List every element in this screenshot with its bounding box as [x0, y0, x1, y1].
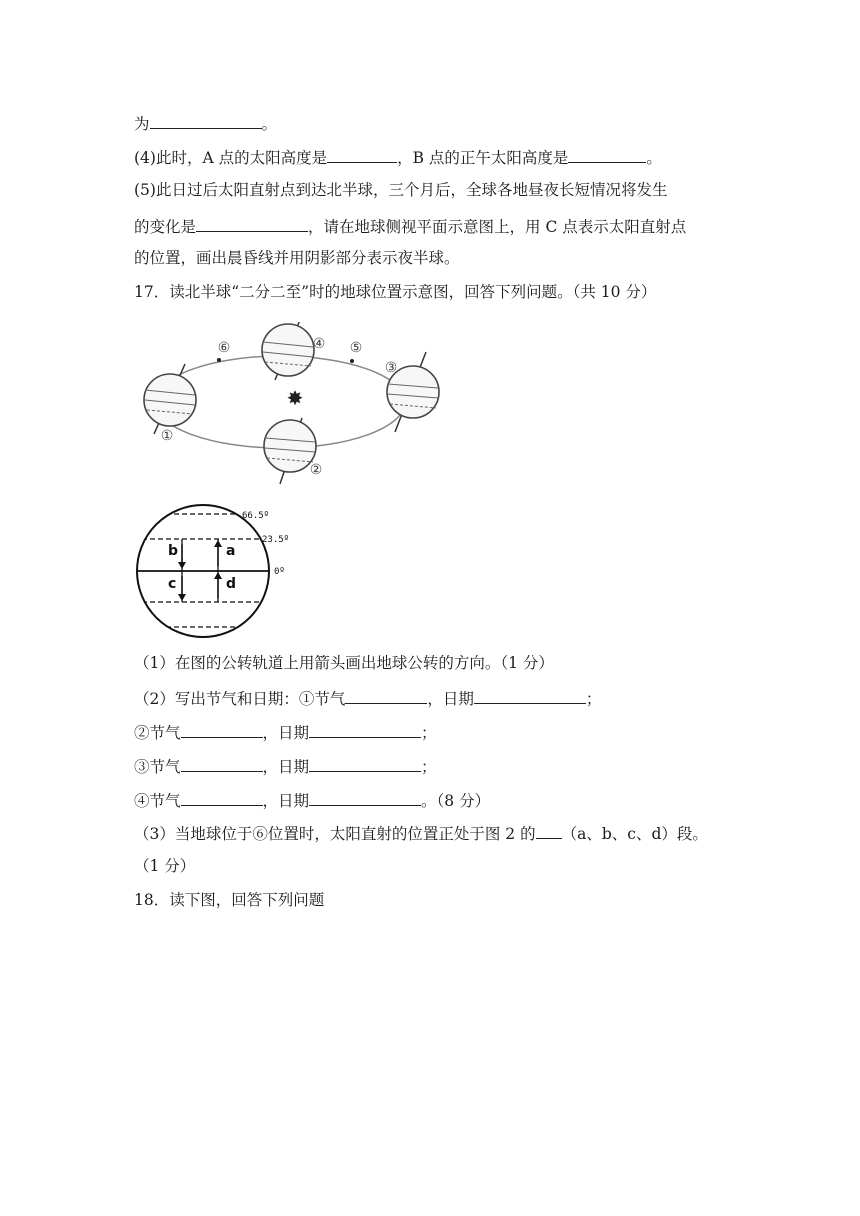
- line-text: ；: [585, 690, 602, 708]
- latitude-diagram: [134, 500, 304, 640]
- line-text: ，日期: [427, 690, 474, 708]
- position-label: ③: [384, 360, 398, 376]
- line-text: （a、b、c、d）段。: [561, 825, 708, 843]
- answer-blank[interactable]: [536, 822, 562, 839]
- answer-blank[interactable]: [327, 146, 397, 163]
- text-line: [134, 687, 601, 709]
- line-text: ②节气: [134, 724, 181, 742]
- position-label: ②: [309, 462, 323, 478]
- line-text: 。: [261, 115, 278, 133]
- line-text: 17．读北半球“二分二至”时的地球位置示意图，回答下列问题。（共 10 分）: [134, 283, 657, 301]
- text-line: [134, 856, 195, 876]
- latitude-label: 0º: [274, 567, 285, 577]
- earth-position-2: [264, 418, 322, 484]
- line-text: ④节气: [134, 792, 181, 810]
- question-heading: [134, 282, 656, 302]
- latitude-label: 23.5º: [262, 535, 290, 545]
- line-text: （1）在图的公转轨道上用箭头画出地球公转的方向。（1 分）: [134, 654, 554, 672]
- line-text: ，日期: [262, 792, 310, 810]
- text-line: [134, 822, 708, 844]
- text-line: [134, 789, 490, 811]
- line-text: 的变化是: [134, 218, 197, 236]
- answer-blank[interactable]: [181, 789, 263, 806]
- orbit-diagram: [130, 322, 440, 490]
- answer-blank[interactable]: [309, 721, 421, 738]
- line-text: ；: [421, 724, 437, 742]
- line-text: 为: [134, 115, 150, 133]
- earth-position-3: [385, 352, 439, 432]
- answer-blank[interactable]: [568, 146, 646, 163]
- answer-blank[interactable]: [309, 755, 421, 772]
- sun-icon: ✸: [286, 386, 304, 410]
- text-line: [134, 146, 662, 168]
- line-text: （1 分）: [134, 857, 196, 875]
- line-text: (4)此时，A 点的太阳高度是: [134, 149, 328, 167]
- line-text: 。: [646, 149, 662, 167]
- text-line: [134, 653, 554, 673]
- answer-blank[interactable]: [309, 789, 421, 806]
- line-text: ，请在地球侧视平面示意图上，用 C 点表示太阳直射点: [308, 218, 687, 236]
- segment-label-c: c: [168, 576, 177, 592]
- latitude-label: 66.5º: [242, 511, 270, 521]
- text-line: [134, 215, 686, 237]
- position-label: ⑤: [349, 340, 363, 356]
- line-text: 。（8 分）: [421, 792, 491, 810]
- answer-blank[interactable]: [474, 687, 586, 704]
- answer-blank[interactable]: [150, 112, 262, 129]
- orbit-point-5: [350, 359, 354, 363]
- line-text: （2）写出节气和日期：①节气: [134, 690, 346, 708]
- line-text: （3）当地球位于⑥位置时，太阳直射的位置正处于图 2 的: [134, 825, 536, 843]
- line-text: ；: [421, 758, 437, 776]
- position-label: ⑥: [217, 340, 231, 356]
- text-line: [134, 248, 460, 268]
- answer-blank[interactable]: [181, 755, 263, 772]
- position-label: ④: [312, 336, 326, 352]
- segment-label-d: d: [226, 576, 237, 592]
- question-heading: [134, 890, 324, 910]
- answer-blank[interactable]: [181, 721, 263, 738]
- line-text: ，日期: [262, 758, 310, 776]
- line-text: ，B 点的正午太阳高度是: [397, 149, 569, 167]
- text-line: [134, 721, 437, 743]
- line-text: ③节气: [134, 758, 181, 776]
- line-text: 的位置，画出晨昏线并用阴影部分表示夜半球。: [134, 249, 460, 267]
- earth-position-4: [262, 322, 325, 380]
- segment-label-a: a: [226, 543, 236, 559]
- segment-label-b: b: [168, 543, 179, 559]
- earth-position-1: [144, 364, 196, 444]
- text-line: [134, 112, 277, 134]
- answer-blank[interactable]: [196, 215, 308, 232]
- answer-blank[interactable]: [345, 687, 427, 704]
- line-text: (5)此日过后太阳直射点到达北半球，三个月后，全球各地昼夜长短情况将发生: [134, 181, 668, 199]
- line-text: 18．读下图，回答下列问题: [134, 891, 325, 909]
- line-text: ，日期: [262, 724, 310, 742]
- orbit-point-6: [217, 358, 221, 362]
- position-label: ①: [160, 428, 174, 444]
- text-line: [134, 180, 667, 200]
- text-line: [134, 755, 437, 777]
